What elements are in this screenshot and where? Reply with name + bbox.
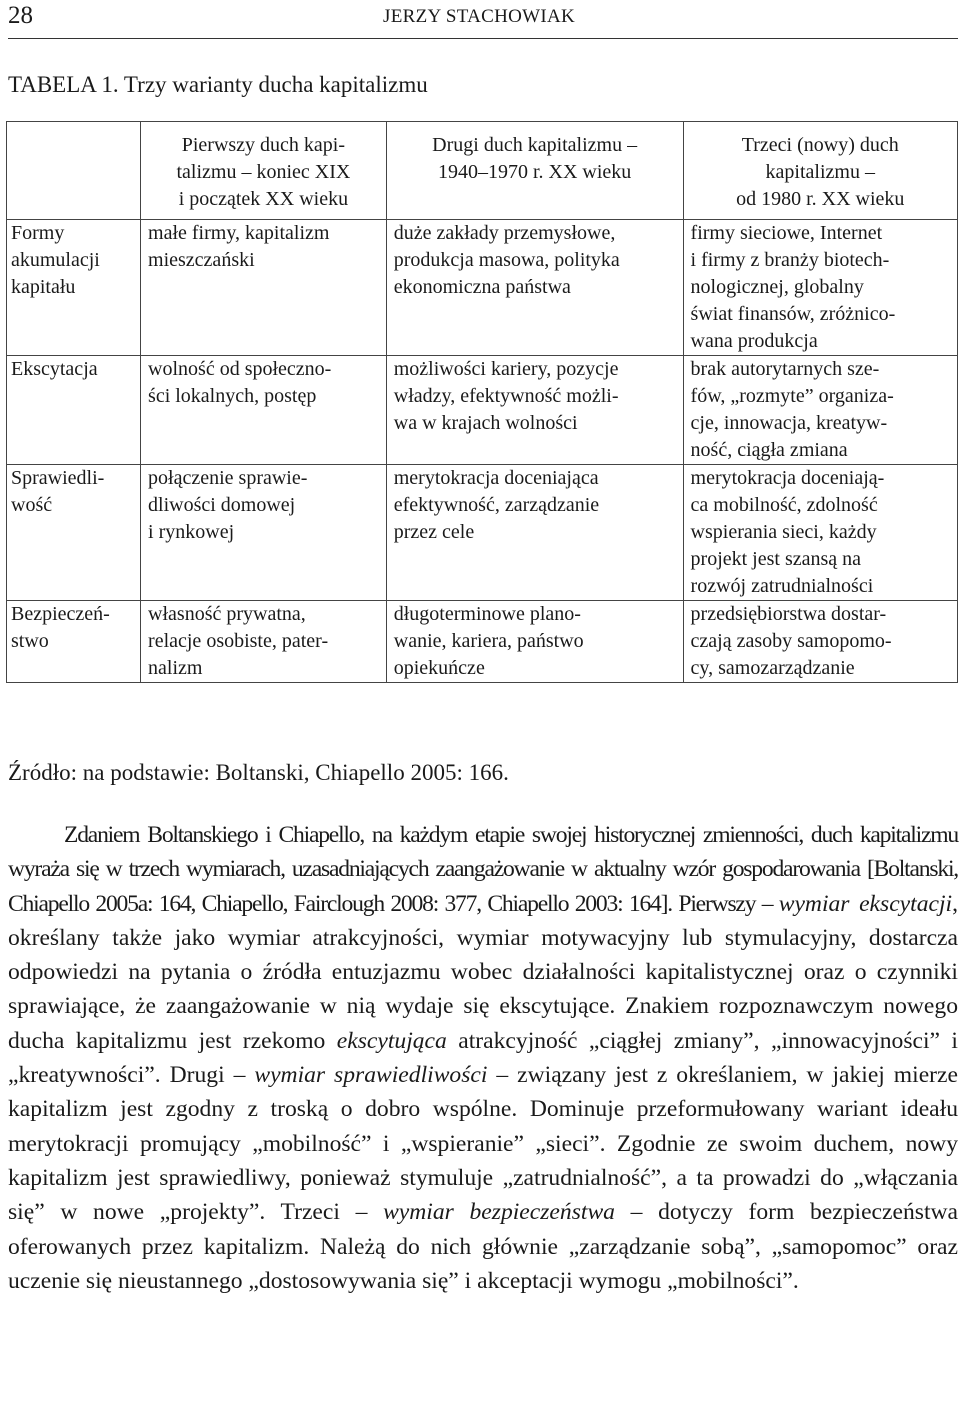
emphasis-segment: wymiar bezpieczeństwa [383, 1199, 615, 1226]
table-cell: przedsiębiorstwa dostar- czają zasoby samopomo- cy, samozarządzanie [683, 601, 957, 683]
text-segment: atrakcyjność „ciągłej zmiany”, „innowacyjności” i „kreatywności”. Drugi – [8, 1027, 958, 1089]
table-cell: duże zakłady przemysłowe, produkcja masowa, polityka ekonomiczna państwa [386, 220, 683, 356]
table-header-cell [7, 122, 141, 220]
row-label: Bezpieczeń- stwo [7, 601, 141, 683]
row-label: Ekscytacja [7, 356, 141, 465]
page-header [8, 0, 958, 39]
table-cell: brak autorytarnych sze- fów, „rozmyte” organiza- cje, innowacja, kreatyw- ność, ciągła zmiana [683, 356, 957, 465]
table-cell: własność prywatna, relacje osobiste, pater- nalizm [141, 601, 387, 683]
table-row [7, 220, 958, 356]
table-cell: merytokracja doceniająca efektywność, zarządzanie przez cele [386, 465, 683, 601]
text-segment: , określany także jako wymiar atrakcyjności, wymiar motywacyjny lub stymulacyjny, dostarcza odpowiedzi na pytania o źródła entuzjazmu wobec działalności kapitalistycznej oraz o czynniki sprawiające, że zaangażowanie w nią wydaje się ekscytujące. Znakiem rozpoznawczym nowego ducha kapitalizmu jest rzekomo [8, 890, 958, 1054]
row-label: Formy akumulacji kapitału [7, 220, 141, 356]
table-header-cell: Pierwszy duch kapi- talizmu – koniec XIX i początek XX wieku [141, 122, 387, 220]
emphasis-segment: wymiar sprawiedliwości [254, 1062, 488, 1089]
emphasis-segment: wymiar ekscytacji [778, 890, 953, 917]
text-segment: – dotyczy form bezpieczeństwa oferowanych przez kapitalizm. Należą do nich głównie „zarządzanie sobą”, „samopomoc” oraz uczenie się nieustannego „dostosowywania się” i akceptacji wymogu „mobilności”. [8, 1199, 959, 1294]
body-paragraph [8, 818, 958, 1298]
table-source-note: Źródło: na podstawie: Boltanski, Chiapello 2005: 166. [8, 760, 509, 785]
page-number: 28 [8, 2, 33, 29]
text-segment: Zdaniem Boltanskiego i Chiapello, na każdym etapie swojej historycznej zmienności, duch kapitalizmu wyraża się w trzech wymiarach, uzasadniających zaangażowanie w aktualny wzór gospodarowania [Boltanski, Chiapello 2005a: 164, Chiapello, Fairclough 2008: 377, Chiapello 2003: 164]. Pierwszy – [8, 822, 958, 917]
capitalism-spirits-table [6, 121, 958, 683]
table-row [7, 601, 958, 683]
table-cell: możliwości kariery, pozycje władzy, efektywność możli- wa w krajach wolności [386, 356, 683, 465]
table-cell: małe firmy, kapitalizm mieszczański [141, 220, 387, 356]
table-row [7, 465, 958, 601]
running-head-author: JERZY STACHOWIAK [383, 6, 576, 27]
table-cell: połączenie sprawie- dliwości domowej i rynkowej [141, 465, 387, 601]
table-header-row [7, 122, 958, 220]
table-row [7, 356, 958, 465]
emphasis-segment: ekscytująca [336, 1027, 447, 1054]
table-cell: firmy sieciowe, Internet i firmy z branży biotech- nologicznej, globalny świat finansów, zróżnico- wana produkcja [683, 220, 957, 356]
row-label: Sprawiedli- wość [7, 465, 141, 601]
table-cell: merytokracja doceniają- ca mobilność, zdolność wspierania sieci, każdy projekt jest szansą na rozwój zatrudnialności [683, 465, 957, 601]
table-caption: TABELA 1. Trzy warianty ducha kapitalizmu [8, 72, 428, 97]
text-segment: – związany jest z określaniem, w jakiej mierze kapitalizm jest zgodny z troską o dobro wspólne. Dominuje przeformułowany wariant ideału merytokracji promujący „mobilność” i „wspieranie” „sieci”. Zgodnie ze swoim duchem, nowy kapitalizm jest sprawiedliwy, ponieważ stymuluje „zatrudnialność”, a ta prowadzi do „włączania się” w nowe „projekty”. Trzeci – [8, 1062, 958, 1226]
table-header-cell: Trzeci (nowy) duch kapitalizmu – od 1980 r. XX wieku [683, 122, 957, 220]
table-header-cell: Drugi duch kapitalizmu – 1940–1970 r. XX wieku [386, 122, 683, 220]
table-cell: długoterminowe plano- wanie, kariera, państwo opiekuńcze [386, 601, 683, 683]
table-cell: wolność od społeczno- ści lokalnych, postęp [141, 356, 387, 465]
